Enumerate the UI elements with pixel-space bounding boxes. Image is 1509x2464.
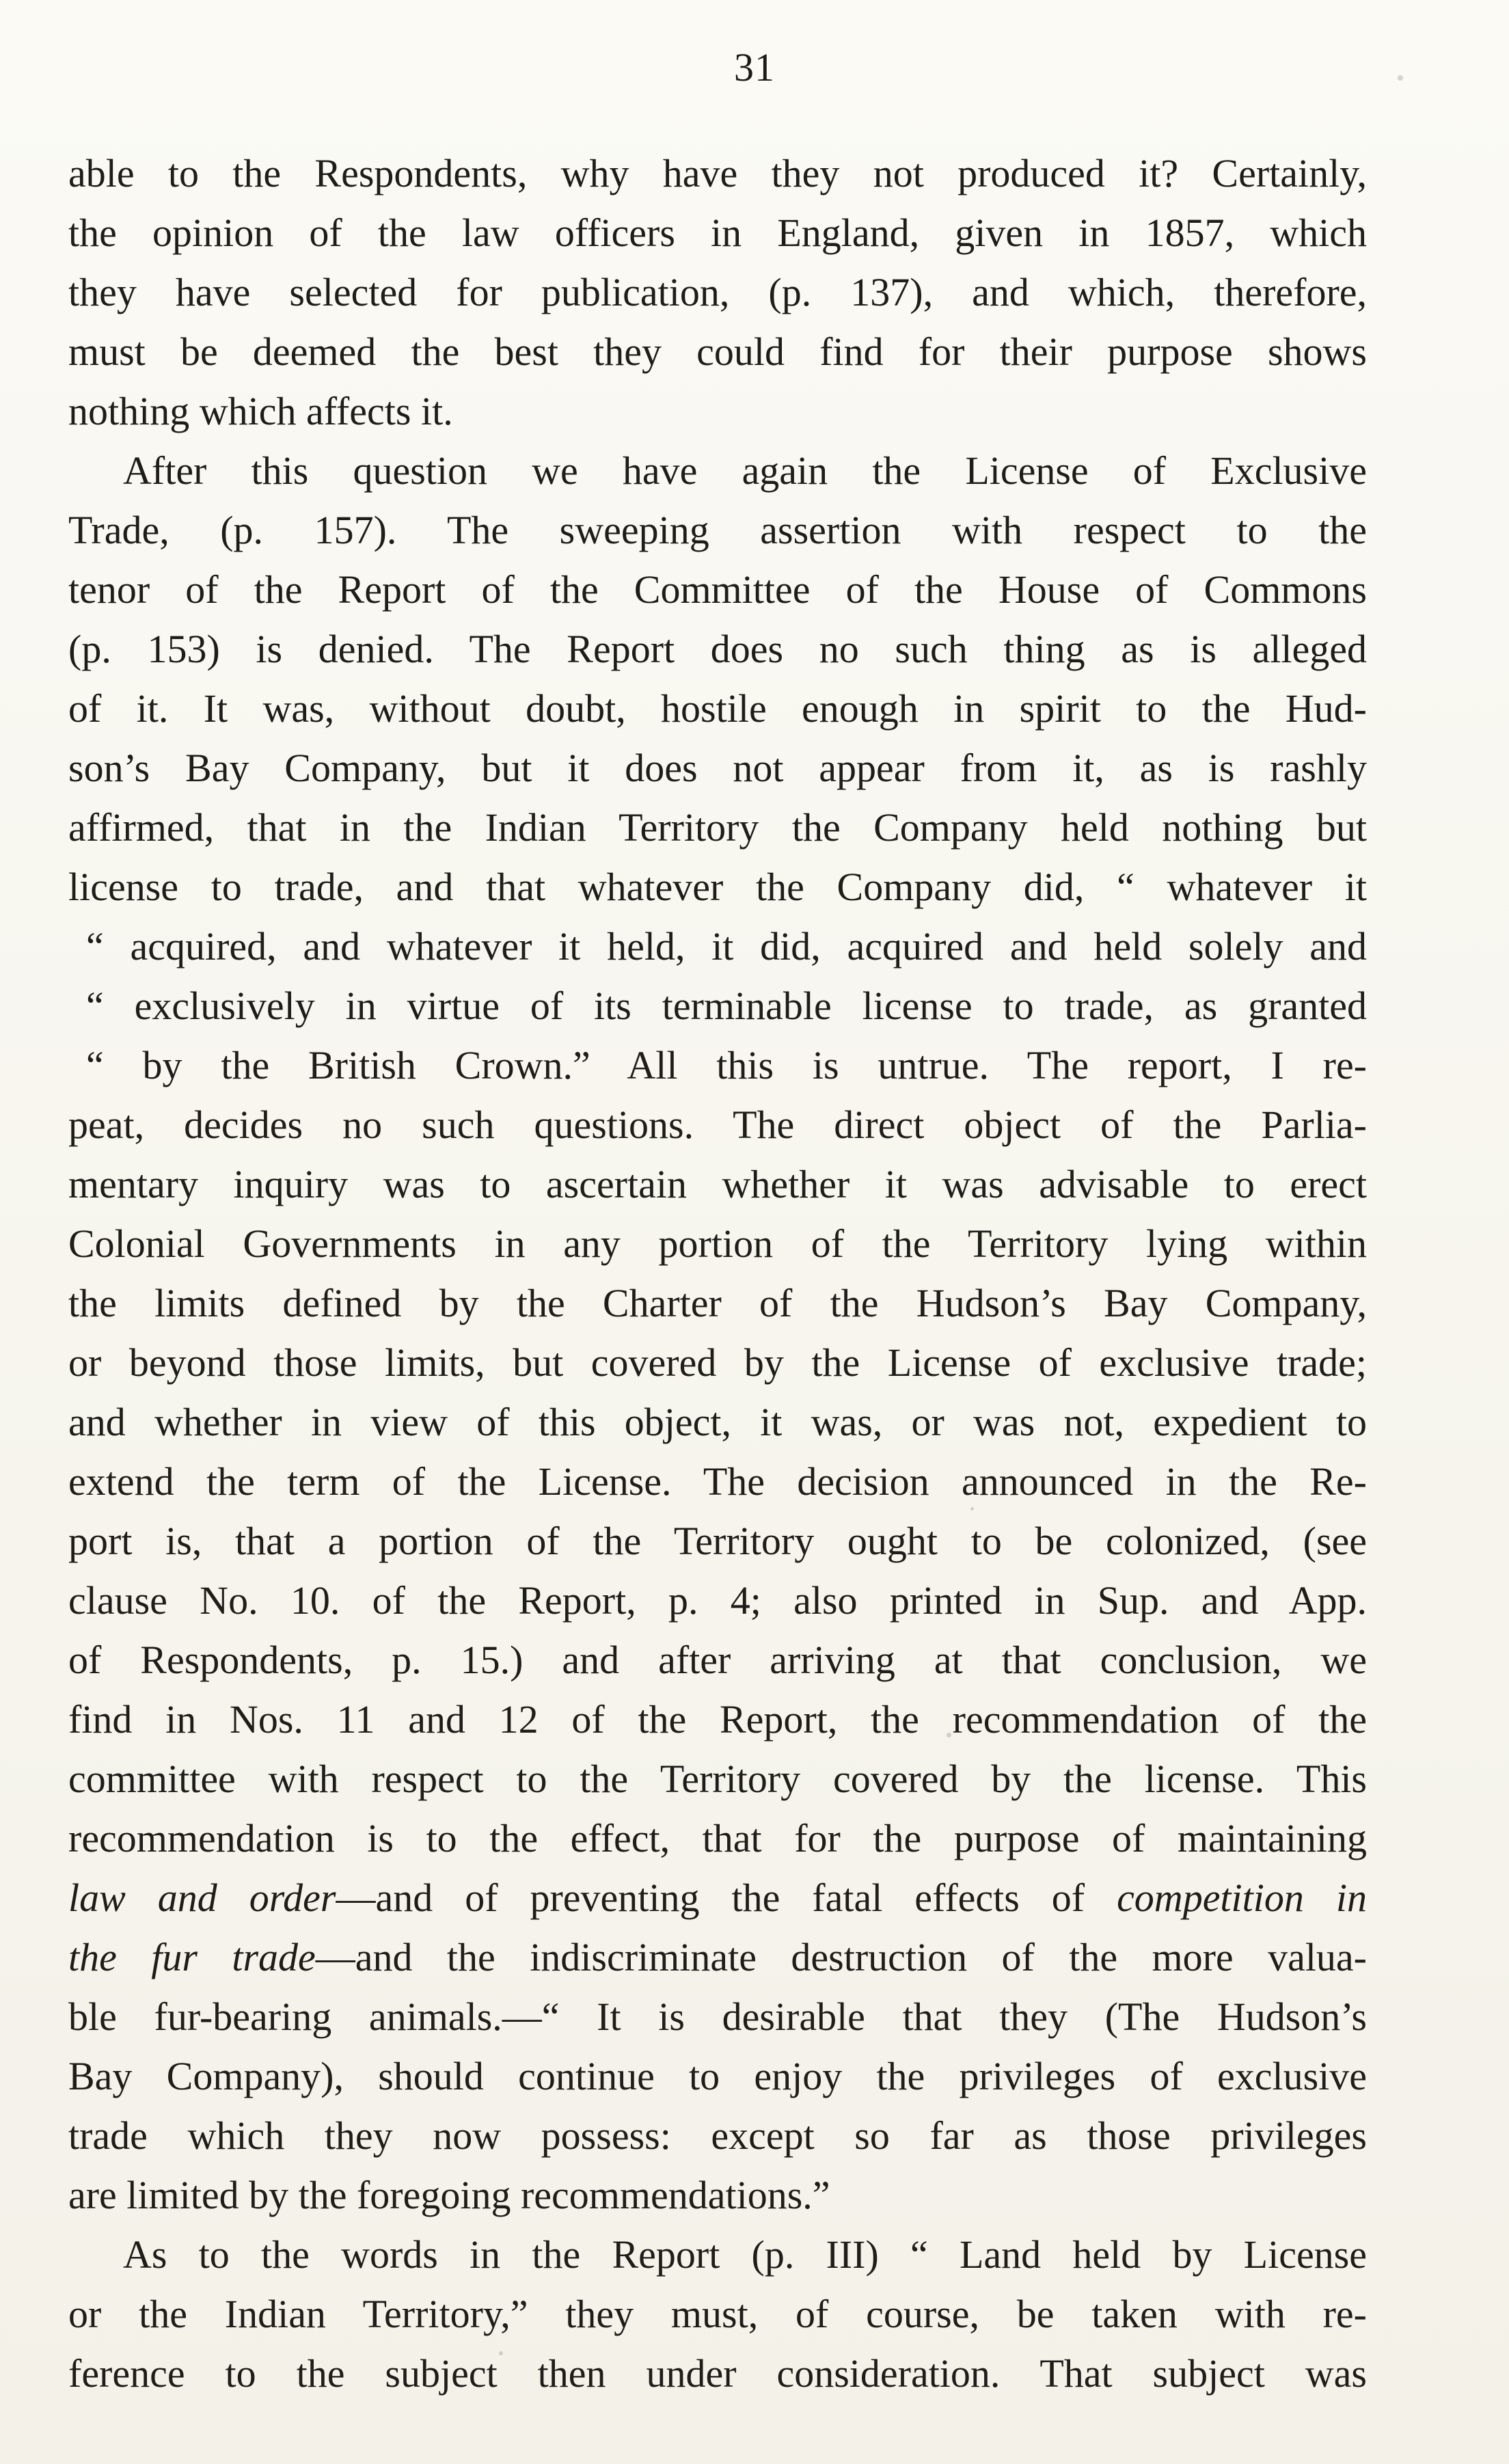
text-line: “ by the British Crown.” All this is untrue. The report, I re-: [86, 1043, 1367, 1087]
text-line: they have selected for publication, (p. 137), and which, therefore,: [68, 270, 1367, 314]
text-line: Trade, (p. 157). The sweeping assertion with respect to the: [68, 508, 1367, 552]
text-line: and whether in view of this object, it was, or was not, expedient to: [68, 1400, 1367, 1444]
text-line: or beyond those limits, but covered by the License of exclusive trade;: [68, 1340, 1367, 1385]
text-line: After this question we have again the License of Exclusive: [123, 448, 1367, 493]
italic-phrase: competition in: [1117, 1876, 1367, 1920]
text-line: of Respondents, p. 15.) and after arriving at that conclusion, we: [68, 1638, 1367, 1682]
text-line: son’s Bay Company, but it does not appear from it, as is rashly: [68, 746, 1367, 790]
text-line: Bay Company), should continue to enjoy the privileges of exclusive: [68, 2054, 1367, 2098]
text-line: mentary inquiry was to ascertain whether it was advisable to erect: [68, 1162, 1367, 1206]
text-line: “ acquired, and whatever it held, it did, acquired and held solely and: [86, 924, 1367, 969]
text-line: the opinion of the law officers in England, given in 1857, which: [68, 211, 1367, 255]
text-line: of it. It was, without doubt, hostile enough in spirit to the Hud-: [68, 686, 1367, 731]
italic-phrase: the fur trade: [68, 1935, 316, 1979]
text-line: must be deemed the best they could find for their purpose shows: [68, 329, 1367, 374]
text-line: As to the words in the Report (p. III) “ Land held by License: [123, 2232, 1367, 2277]
text-line: find in Nos. 11 and 12 of the Report, the recommendation of the: [68, 1697, 1367, 1742]
text-line: [68, 1927, 1367, 1987]
text-line: peat, decides no such questions. The direct object of the Parlia-: [68, 1102, 1367, 1147]
text-line: (p. 153) is denied. The Report does no such thing as is alleged: [68, 627, 1367, 671]
text-line: ble fur-bearing animals.—“ It is desirable that they (The Hudson’s: [68, 1994, 1367, 2039]
text-line: license to trade, and that whatever the Company did, “ whatever it: [68, 865, 1367, 909]
text-line: port is, that a portion of the Territory ought to be colonized, (see: [68, 1519, 1367, 1563]
text-line: nothing which affects it.: [68, 389, 453, 433]
text-line: extend the term of the License. The decision announced in the Re-: [68, 1459, 1367, 1504]
italic-phrase: law and order: [68, 1876, 336, 1920]
text-line: “ exclusively in virtue of its terminable license to trade, as granted: [86, 984, 1367, 1028]
text-segment: —and the indiscriminate destruction of the more valua-: [315, 1935, 1367, 1979]
text-line: affirmed, that in the Indian Territory the Company held nothing but: [68, 805, 1367, 850]
text-segment: —and of preventing the fatal effects of: [336, 1876, 1117, 1920]
text-line: or the Indian Territory,” they must, of course, be taken with re-: [68, 2292, 1367, 2336]
text-line: Colonial Governments in any portion of the Territory lying within: [68, 1221, 1367, 1266]
text-line: trade which they now possess: except so far as those privileges: [68, 2113, 1367, 2158]
text-line: ference to the subject then under consideration. That subject was: [68, 2351, 1367, 2396]
text-line: committee with respect to the Territory covered by the license. This: [68, 1757, 1367, 1801]
text-line: recommendation is to the effect, that for the purpose of maintaining: [68, 1816, 1367, 1860]
text-line: clause No. 10. of the Report, p. 4; also printed in Sup. and App.: [68, 1578, 1367, 1623]
text-line: [68, 1868, 1367, 1927]
text-line: tenor of the Report of the Committee of the House of Commons: [68, 567, 1367, 612]
body-text: [68, 144, 1367, 2403]
text-line: are limited by the foregoing recommendations.”: [68, 2173, 830, 2217]
text-line: able to the Respondents, why have they not produced it? Certainly,: [68, 151, 1367, 195]
page-number: 31: [734, 45, 775, 90]
text-line: the limits defined by the Charter of the Hudson’s Bay Company,: [68, 1281, 1367, 1325]
